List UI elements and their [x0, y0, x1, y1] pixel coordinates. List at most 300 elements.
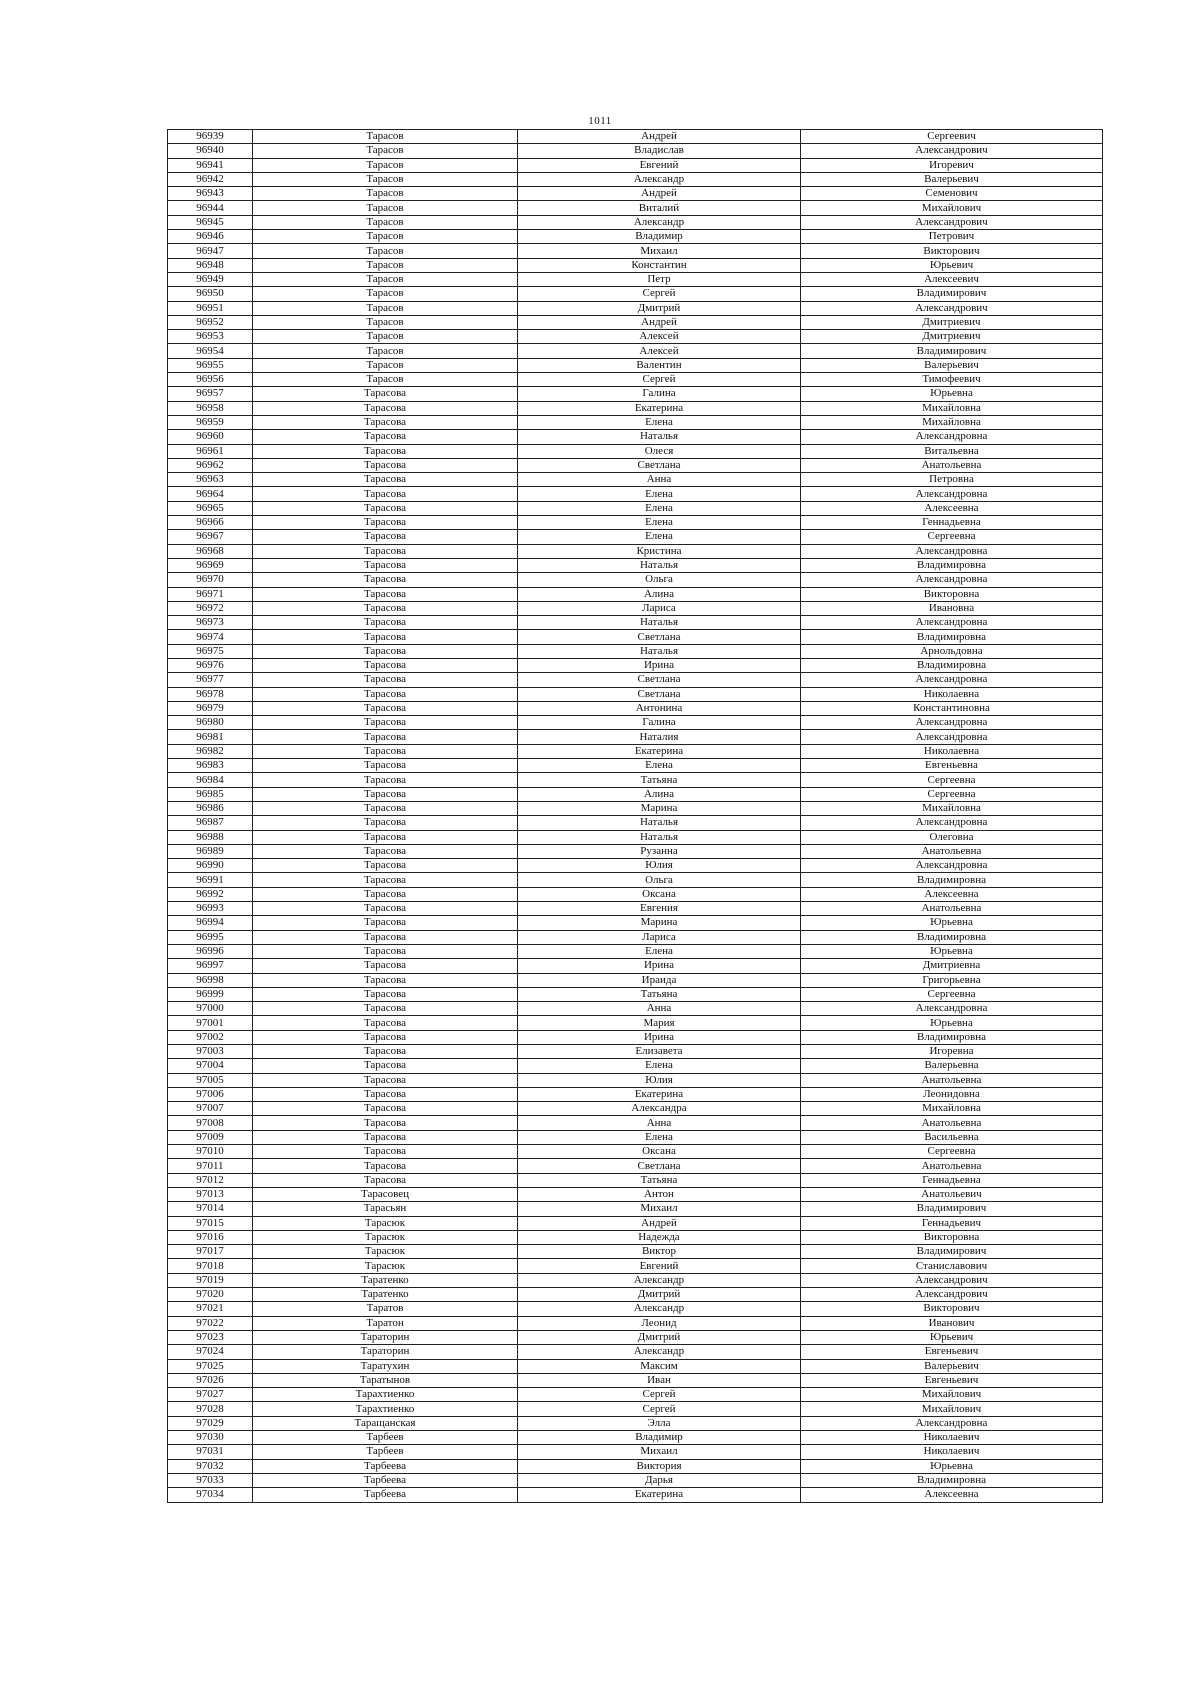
record-number-cell: 97005: [168, 1073, 253, 1087]
first-name-cell: Виктор: [518, 1245, 801, 1259]
patronymic-cell: Сергеевич: [801, 130, 1103, 144]
patronymic-cell: Валерьевна: [801, 1059, 1103, 1073]
patronymic-cell: Сергеевна: [801, 773, 1103, 787]
table-row: [168, 1302, 1103, 1316]
patronymic-cell: Михайловна: [801, 801, 1103, 815]
table-row: [168, 1345, 1103, 1359]
last-name-cell: Тарасова: [253, 1116, 518, 1130]
patronymic-cell: Леонидовна: [801, 1087, 1103, 1101]
last-name-cell: Тарасова: [253, 930, 518, 944]
last-name-cell: Тарасьян: [253, 1202, 518, 1216]
first-name-cell: Юлия: [518, 1073, 801, 1087]
last-name-cell: Тарасова: [253, 444, 518, 458]
last-name-cell: Тарасова: [253, 1073, 518, 1087]
table-row: [168, 773, 1103, 787]
last-name-cell: Тарасова: [253, 401, 518, 415]
last-name-cell: Тарасова: [253, 1045, 518, 1059]
table-row: [168, 1473, 1103, 1487]
record-number-cell: 96989: [168, 844, 253, 858]
first-name-cell: Елена: [518, 530, 801, 544]
first-name-cell: Антонина: [518, 701, 801, 715]
last-name-cell: Тарасова: [253, 759, 518, 773]
first-name-cell: Светлана: [518, 687, 801, 701]
first-name-cell: Алексей: [518, 330, 801, 344]
patronymic-cell: Валерьевич: [801, 358, 1103, 372]
patronymic-cell: Юрьевна: [801, 916, 1103, 930]
record-number-cell: 97004: [168, 1059, 253, 1073]
table-row: [168, 930, 1103, 944]
patronymic-cell: Ивановна: [801, 601, 1103, 615]
record-number-cell: 97001: [168, 1016, 253, 1030]
last-name-cell: Тарасова: [253, 473, 518, 487]
last-name-cell: Тарасова: [253, 701, 518, 715]
first-name-cell: Андрей: [518, 1216, 801, 1230]
first-name-cell: Алина: [518, 587, 801, 601]
patronymic-cell: Васильевна: [801, 1130, 1103, 1144]
patronymic-cell: Александровна: [801, 1002, 1103, 1016]
record-number-cell: 96994: [168, 916, 253, 930]
table-row: [168, 387, 1103, 401]
first-name-cell: Евгения: [518, 902, 801, 916]
last-name-cell: Тарасова: [253, 916, 518, 930]
first-name-cell: Алексей: [518, 344, 801, 358]
table-row: [168, 558, 1103, 572]
table-row: [168, 1431, 1103, 1445]
last-name-cell: Тарасова: [253, 1130, 518, 1144]
patronymic-cell: Петрович: [801, 230, 1103, 244]
table-row: [168, 1373, 1103, 1387]
last-name-cell: Тараторин: [253, 1345, 518, 1359]
table-row: [168, 959, 1103, 973]
record-number-cell: 96995: [168, 930, 253, 944]
last-name-cell: Тарбеева: [253, 1488, 518, 1502]
last-name-cell: Тарасова: [253, 973, 518, 987]
table-row: [168, 415, 1103, 429]
table-row: [168, 401, 1103, 415]
first-name-cell: Екатерина: [518, 401, 801, 415]
table-row: [168, 916, 1103, 930]
first-name-cell: Екатерина: [518, 744, 801, 758]
first-name-cell: Сергей: [518, 287, 801, 301]
patronymic-cell: Олеговна: [801, 830, 1103, 844]
patronymic-cell: Дмитриевич: [801, 330, 1103, 344]
first-name-cell: Татьяна: [518, 773, 801, 787]
record-number-cell: 97032: [168, 1459, 253, 1473]
record-number-cell: 96973: [168, 616, 253, 630]
first-name-cell: Максим: [518, 1359, 801, 1373]
record-number-cell: 96968: [168, 544, 253, 558]
last-name-cell: Тарасова: [253, 1145, 518, 1159]
table-row: [168, 1230, 1103, 1244]
record-number-cell: 96962: [168, 458, 253, 472]
table-row: [168, 215, 1103, 229]
first-name-cell: Александра: [518, 1102, 801, 1116]
patronymic-cell: Александровна: [801, 673, 1103, 687]
record-number-cell: 96990: [168, 859, 253, 873]
record-number-cell: 96983: [168, 759, 253, 773]
record-number-cell: 96957: [168, 387, 253, 401]
table-row: [168, 1359, 1103, 1373]
first-name-cell: Наталия: [518, 730, 801, 744]
last-name-cell: Тарасова: [253, 716, 518, 730]
patronymic-cell: Петровна: [801, 473, 1103, 487]
patronymic-cell: Юрьевна: [801, 1459, 1103, 1473]
record-number-cell: 97007: [168, 1102, 253, 1116]
record-number-cell: 96979: [168, 701, 253, 715]
table-row: [168, 1145, 1103, 1159]
last-name-cell: Тарасова: [253, 501, 518, 515]
last-name-cell: Тарасова: [253, 487, 518, 501]
table-row: [168, 944, 1103, 958]
first-name-cell: Александр: [518, 1302, 801, 1316]
table-row: [168, 616, 1103, 630]
record-number-cell: 96966: [168, 516, 253, 530]
record-number-cell: 97034: [168, 1488, 253, 1502]
first-name-cell: Михаил: [518, 1445, 801, 1459]
record-number-cell: 96998: [168, 973, 253, 987]
first-name-cell: Наталья: [518, 644, 801, 658]
patronymic-cell: Викторович: [801, 1302, 1103, 1316]
patronymic-cell: Михайлович: [801, 1402, 1103, 1416]
record-number-cell: 97015: [168, 1216, 253, 1230]
record-number-cell: 96970: [168, 573, 253, 587]
patronymic-cell: Анатольевна: [801, 1116, 1103, 1130]
first-name-cell: Леонид: [518, 1316, 801, 1330]
last-name-cell: Таратов: [253, 1302, 518, 1316]
record-number-cell: 97027: [168, 1388, 253, 1402]
first-name-cell: Анна: [518, 473, 801, 487]
table-row: [168, 1259, 1103, 1273]
last-name-cell: Тарасова: [253, 1173, 518, 1187]
patronymic-cell: Владимировна: [801, 873, 1103, 887]
last-name-cell: Таратынов: [253, 1373, 518, 1387]
last-name-cell: Тарасов: [253, 144, 518, 158]
table-row: [168, 1316, 1103, 1330]
first-name-cell: Михаил: [518, 244, 801, 258]
patronymic-cell: Владимировна: [801, 1473, 1103, 1487]
last-name-cell: Тарасова: [253, 1030, 518, 1044]
patronymic-cell: Викторовна: [801, 587, 1103, 601]
record-number-cell: 97026: [168, 1373, 253, 1387]
record-number-cell: 97003: [168, 1045, 253, 1059]
patronymic-cell: Александрович: [801, 215, 1103, 229]
patronymic-cell: Сергеевна: [801, 987, 1103, 1001]
patronymic-cell: Александровна: [801, 859, 1103, 873]
patronymic-cell: Игоревич: [801, 158, 1103, 172]
record-number-cell: 97009: [168, 1130, 253, 1144]
table-row: [168, 1288, 1103, 1302]
patronymic-cell: Сергеевна: [801, 530, 1103, 544]
table-row: [168, 230, 1103, 244]
patronymic-cell: Александровна: [801, 487, 1103, 501]
last-name-cell: Тарасов: [253, 358, 518, 372]
first-name-cell: Елена: [518, 944, 801, 958]
last-name-cell: Тарасов: [253, 344, 518, 358]
record-number-cell: 96942: [168, 172, 253, 186]
table-row: [168, 473, 1103, 487]
first-name-cell: Ольга: [518, 573, 801, 587]
table-row: [168, 859, 1103, 873]
table-row: [168, 687, 1103, 701]
patronymic-cell: Юрьевна: [801, 944, 1103, 958]
record-number-cell: 96999: [168, 987, 253, 1001]
patronymic-cell: Николаевна: [801, 687, 1103, 701]
last-name-cell: Тарасов: [253, 130, 518, 144]
table-row: [168, 458, 1103, 472]
patronymic-cell: Николаевич: [801, 1431, 1103, 1445]
record-number-cell: 96964: [168, 487, 253, 501]
patronymic-cell: Александровна: [801, 616, 1103, 630]
last-name-cell: Таратухин: [253, 1359, 518, 1373]
patronymic-cell: Александровна: [801, 730, 1103, 744]
record-number-cell: 96961: [168, 444, 253, 458]
first-name-cell: Ирина: [518, 658, 801, 672]
record-number-cell: 97019: [168, 1273, 253, 1287]
table-row: [168, 816, 1103, 830]
record-number-cell: 96954: [168, 344, 253, 358]
last-name-cell: Тарасова: [253, 773, 518, 787]
table-row: [168, 830, 1103, 844]
patronymic-cell: Владимирович: [801, 287, 1103, 301]
record-number-cell: 97008: [168, 1116, 253, 1130]
table-row: [168, 1045, 1103, 1059]
last-name-cell: Тарахтиенко: [253, 1388, 518, 1402]
table-row: [168, 1330, 1103, 1344]
table-row: [168, 759, 1103, 773]
first-name-cell: Лариса: [518, 601, 801, 615]
first-name-cell: Иван: [518, 1373, 801, 1387]
table-row: [168, 444, 1103, 458]
first-name-cell: Сергей: [518, 1388, 801, 1402]
first-name-cell: Татьяна: [518, 987, 801, 1001]
patronymic-cell: Николаевич: [801, 1445, 1103, 1459]
last-name-cell: Тарасов: [253, 315, 518, 329]
last-name-cell: Тарасова: [253, 530, 518, 544]
last-name-cell: Тарасова: [253, 816, 518, 830]
patronymic-cell: Владимировна: [801, 558, 1103, 572]
record-number-cell: 96993: [168, 902, 253, 916]
patronymic-cell: Григорьевна: [801, 973, 1103, 987]
table-row: [168, 587, 1103, 601]
record-number-cell: 97030: [168, 1431, 253, 1445]
patronymic-cell: Валерьевич: [801, 172, 1103, 186]
first-name-cell: Валентин: [518, 358, 801, 372]
patronymic-cell: Александровна: [801, 430, 1103, 444]
last-name-cell: Тарасова: [253, 616, 518, 630]
table-row: [168, 358, 1103, 372]
last-name-cell: Тарасова: [253, 458, 518, 472]
last-name-cell: Тарасова: [253, 573, 518, 587]
table-row: [168, 1402, 1103, 1416]
last-name-cell: Тарасов: [253, 215, 518, 229]
table-row: [168, 1087, 1103, 1101]
first-name-cell: Рузанна: [518, 844, 801, 858]
patronymic-cell: Юрьевна: [801, 387, 1103, 401]
last-name-cell: Тарасова: [253, 859, 518, 873]
table-row: [168, 701, 1103, 715]
record-number-cell: 96967: [168, 530, 253, 544]
patronymic-cell: Юрьевич: [801, 1330, 1103, 1344]
record-number-cell: 96985: [168, 787, 253, 801]
last-name-cell: Тарасова: [253, 687, 518, 701]
first-name-cell: Елена: [518, 516, 801, 530]
table-row: [168, 1216, 1103, 1230]
first-name-cell: Елена: [518, 501, 801, 515]
first-name-cell: Антон: [518, 1187, 801, 1201]
last-name-cell: Тарбеева: [253, 1459, 518, 1473]
table-row: [168, 487, 1103, 501]
last-name-cell: Таратенко: [253, 1288, 518, 1302]
patronymic-cell: Евгеньевна: [801, 759, 1103, 773]
first-name-cell: Галина: [518, 387, 801, 401]
first-name-cell: Владимир: [518, 1431, 801, 1445]
record-number-cell: 96984: [168, 773, 253, 787]
patronymic-cell: Владимирович: [801, 1245, 1103, 1259]
register-table-body: [168, 130, 1103, 1503]
table-row: [168, 1202, 1103, 1216]
first-name-cell: Ираида: [518, 973, 801, 987]
page-number: 1011: [588, 115, 612, 127]
last-name-cell: Таратон: [253, 1316, 518, 1330]
record-number-cell: 97006: [168, 1087, 253, 1101]
patronymic-cell: Владимирович: [801, 344, 1103, 358]
record-number-cell: 96949: [168, 272, 253, 286]
table-row: [168, 1002, 1103, 1016]
first-name-cell: Дмитрий: [518, 1330, 801, 1344]
last-name-cell: Тарахтиенко: [253, 1402, 518, 1416]
patronymic-cell: Викторовна: [801, 1230, 1103, 1244]
patronymic-cell: Юрьевич: [801, 258, 1103, 272]
first-name-cell: Алина: [518, 787, 801, 801]
table-row: [168, 973, 1103, 987]
first-name-cell: Анна: [518, 1002, 801, 1016]
record-number-cell: 97000: [168, 1002, 253, 1016]
record-number-cell: 96974: [168, 630, 253, 644]
record-number-cell: 96986: [168, 801, 253, 815]
table-row: [168, 544, 1103, 558]
table-row: [168, 1073, 1103, 1087]
table-row: [168, 301, 1103, 315]
last-name-cell: Тарасова: [253, 959, 518, 973]
last-name-cell: Тарасюк: [253, 1230, 518, 1244]
record-number-cell: 97021: [168, 1302, 253, 1316]
first-name-cell: Наталья: [518, 430, 801, 444]
first-name-cell: Дарья: [518, 1473, 801, 1487]
table-row: [168, 1030, 1103, 1044]
last-name-cell: Тарасова: [253, 1102, 518, 1116]
table-row: [168, 1130, 1103, 1144]
patronymic-cell: Владимирович: [801, 1202, 1103, 1216]
patronymic-cell: Николаевна: [801, 744, 1103, 758]
first-name-cell: Юлия: [518, 859, 801, 873]
record-number-cell: 97018: [168, 1259, 253, 1273]
last-name-cell: Тарасов: [253, 230, 518, 244]
record-number-cell: 96948: [168, 258, 253, 272]
last-name-cell: Тарасов: [253, 272, 518, 286]
record-number-cell: 96956: [168, 373, 253, 387]
patronymic-cell: Юрьевна: [801, 1016, 1103, 1030]
table-row: [168, 1488, 1103, 1502]
record-number-cell: 96977: [168, 673, 253, 687]
first-name-cell: Владимир: [518, 230, 801, 244]
table-row: [168, 644, 1103, 658]
table-row: [168, 172, 1103, 186]
table-row: [168, 801, 1103, 815]
record-number-cell: 97012: [168, 1173, 253, 1187]
patronymic-cell: Владимировна: [801, 1030, 1103, 1044]
patronymic-cell: Тимофеевич: [801, 373, 1103, 387]
record-number-cell: 96965: [168, 501, 253, 515]
patronymic-cell: Анатольевна: [801, 902, 1103, 916]
record-number-cell: 97028: [168, 1402, 253, 1416]
record-number-cell: 96971: [168, 587, 253, 601]
last-name-cell: Тарбеев: [253, 1431, 518, 1445]
table-row: [168, 573, 1103, 587]
patronymic-cell: Александрович: [801, 1273, 1103, 1287]
patronymic-cell: Михайлович: [801, 1388, 1103, 1402]
last-name-cell: Тарасюк: [253, 1216, 518, 1230]
record-number-cell: 97023: [168, 1330, 253, 1344]
patronymic-cell: Александрович: [801, 301, 1103, 315]
patronymic-cell: Алексеевна: [801, 501, 1103, 515]
record-number-cell: 97029: [168, 1416, 253, 1430]
table-row: [168, 730, 1103, 744]
last-name-cell: Тарасов: [253, 244, 518, 258]
first-name-cell: Дмитрий: [518, 301, 801, 315]
table-row: [168, 272, 1103, 286]
last-name-cell: Тарбеева: [253, 1473, 518, 1487]
record-number-cell: 96951: [168, 301, 253, 315]
table-row: [168, 673, 1103, 687]
table-row: [168, 315, 1103, 329]
first-name-cell: Александр: [518, 215, 801, 229]
last-name-cell: Тараторин: [253, 1330, 518, 1344]
last-name-cell: Тарасова: [253, 844, 518, 858]
first-name-cell: Александр: [518, 172, 801, 186]
last-name-cell: Таратенко: [253, 1273, 518, 1287]
first-name-cell: Елизавета: [518, 1045, 801, 1059]
first-name-cell: Светлана: [518, 630, 801, 644]
table-row: [168, 787, 1103, 801]
table-row: [168, 716, 1103, 730]
last-name-cell: Тарасова: [253, 1016, 518, 1030]
patronymic-cell: Владимировна: [801, 658, 1103, 672]
table-row: [168, 187, 1103, 201]
last-name-cell: Тарасовец: [253, 1187, 518, 1201]
record-number-cell: 97033: [168, 1473, 253, 1487]
record-number-cell: 96981: [168, 730, 253, 744]
last-name-cell: Тарасова: [253, 673, 518, 687]
record-number-cell: 96953: [168, 330, 253, 344]
last-name-cell: Тарасова: [253, 587, 518, 601]
first-name-cell: Виталий: [518, 201, 801, 215]
last-name-cell: Тарасов: [253, 258, 518, 272]
record-number-cell: 96940: [168, 144, 253, 158]
table-row: [168, 1273, 1103, 1287]
first-name-cell: Наталья: [518, 816, 801, 830]
table-row: [168, 501, 1103, 515]
first-name-cell: Анна: [518, 1116, 801, 1130]
table-row: [168, 1173, 1103, 1187]
patronymic-cell: Витальевна: [801, 444, 1103, 458]
last-name-cell: Тарасова: [253, 787, 518, 801]
record-number-cell: 97014: [168, 1202, 253, 1216]
last-name-cell: Тарасова: [253, 1159, 518, 1173]
record-number-cell: 96947: [168, 244, 253, 258]
record-number-cell: 96976: [168, 658, 253, 672]
record-number-cell: 96944: [168, 201, 253, 215]
patronymic-cell: Валерьевич: [801, 1359, 1103, 1373]
